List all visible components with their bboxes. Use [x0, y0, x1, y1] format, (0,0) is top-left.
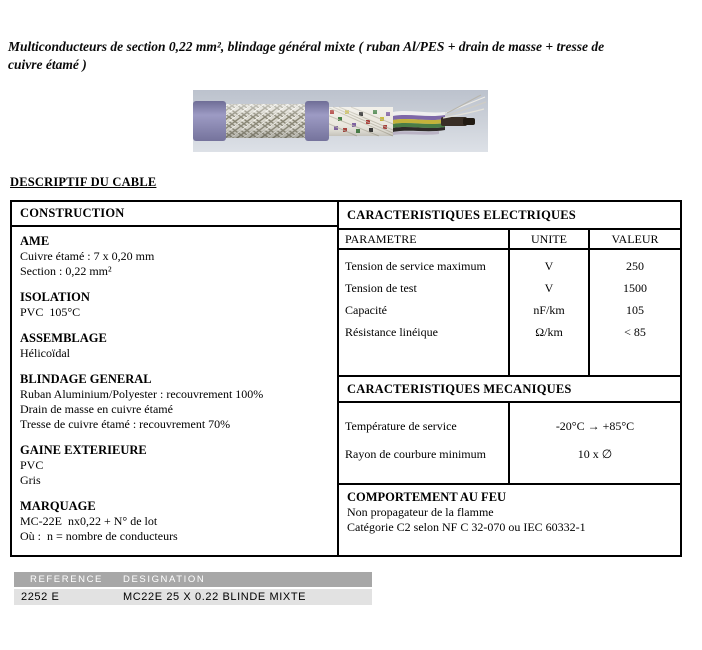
mechanical-value: -20°C → +85°C — [555, 419, 635, 433]
section-line: Cuivre étamé : 7 x 0,20 mm — [20, 249, 155, 263]
electrical-header: CARACTERISTIQUES ELECTRIQUES — [339, 202, 680, 230]
section-line: Ruban Aluminium/Polyester : recouvrement 100% — [20, 387, 264, 401]
column-header-unite: UNITE — [510, 230, 590, 248]
column-header-valeur: VALEUR — [611, 231, 659, 246]
reference-table-row — [14, 589, 372, 605]
mechanical-value: 10 x ∅ — [577, 447, 613, 461]
electrical-unit: V — [544, 259, 554, 273]
electrical-units — [510, 250, 590, 375]
construction-section-assemblage — [20, 331, 329, 361]
cable-photo-image — [193, 90, 488, 152]
cable-photo — [193, 90, 488, 152]
descriptif-heading: DESCRIPTIF DU CABLE — [10, 175, 157, 189]
mechanical-params — [339, 403, 510, 483]
section-line: Hélicoïdal — [20, 346, 70, 360]
construction-body — [12, 227, 337, 555]
section-line: PVC 105°C — [20, 305, 81, 319]
section-title: AME — [20, 234, 50, 248]
mechanical-header: CARACTERISTIQUES MECANIQUES — [339, 377, 680, 403]
section-line: Drain de masse en cuivre étamé — [20, 402, 173, 416]
reference-table — [14, 572, 372, 605]
column-header-parametre: PARAMETRE — [339, 230, 510, 248]
section-title: MARQUAGE — [20, 499, 96, 513]
construction-section-blindage — [20, 372, 329, 432]
section-line: Gris — [20, 473, 41, 487]
construction-header: CONSTRUCTION — [12, 202, 337, 227]
construction-section-isolation — [20, 290, 329, 320]
page-title — [8, 38, 700, 74]
designation-cell: MC22E 25 X 0.22 BLINDE MIXTE — [123, 591, 307, 603]
mechanical-param: Rayon de courbure minimum — [345, 447, 486, 461]
electrical-param: Résistance linéique — [345, 325, 438, 339]
page-title-line2: cuivre étamé ) — [8, 57, 87, 72]
fire-line: Catégorie C2 selon NF C 32-070 ou IEC 60332-1 — [347, 520, 586, 534]
electrical-value: 250 — [626, 259, 644, 273]
fire-header: COMPORTEMENT AU FEU — [347, 490, 507, 504]
designation-column-header: DESIGNATION — [123, 574, 206, 585]
section-title: ISOLATION — [20, 290, 90, 304]
section-title: BLINDAGE GENERAL — [20, 372, 152, 386]
electrical-value: 105 — [626, 303, 644, 317]
section-line: PVC — [20, 458, 44, 472]
electrical-param: Tension de test — [345, 281, 417, 295]
construction-section-gaine — [20, 443, 329, 488]
construction-pane — [12, 202, 339, 555]
spec-table — [10, 200, 682, 557]
section-line: MC-22E nx0,22 + N° de lot — [20, 514, 158, 528]
section-line: Tresse de cuivre étamé : recouvrement 70% — [20, 417, 231, 431]
fire-line: Non propagateur de la flamme — [347, 505, 494, 519]
electrical-value: < 85 — [624, 325, 646, 339]
electrical-values — [590, 250, 680, 375]
mechanical-table-body — [339, 403, 680, 485]
characteristics-pane — [339, 202, 680, 555]
electrical-param: Capacité — [345, 303, 387, 317]
page-title-line1: Multiconducteurs de section 0,22 mm², blindage général mixte ( ruban Al/PES + drain de masse + tresse de — [8, 39, 605, 54]
electrical-column-headers — [339, 230, 680, 250]
mechanical-param: Température de service — [345, 419, 457, 433]
section-line: Section : 0,22 mm² — [20, 264, 112, 278]
section-line: Où : n = nombre de conducteurs — [20, 529, 178, 543]
electrical-table-body — [339, 250, 680, 377]
section-title: ASSEMBLAGE — [20, 331, 107, 345]
reference-cell: 2252 E — [21, 591, 60, 603]
electrical-unit: nF/km — [533, 303, 565, 317]
construction-section-marquage — [20, 499, 329, 544]
electrical-params — [339, 250, 510, 375]
electrical-unit: V — [544, 281, 554, 295]
reference-table-header — [14, 572, 372, 587]
reference-column-header: REFERENCE — [30, 574, 103, 585]
fire-behaviour-section — [339, 485, 680, 555]
electrical-value: 1500 — [623, 281, 647, 295]
section-title: GAINE EXTERIEURE — [20, 443, 147, 457]
mechanical-values — [510, 403, 680, 483]
construction-section-ame — [20, 234, 329, 279]
electrical-unit: Ω/km — [535, 325, 563, 339]
electrical-param: Tension de service maximum — [345, 259, 486, 273]
